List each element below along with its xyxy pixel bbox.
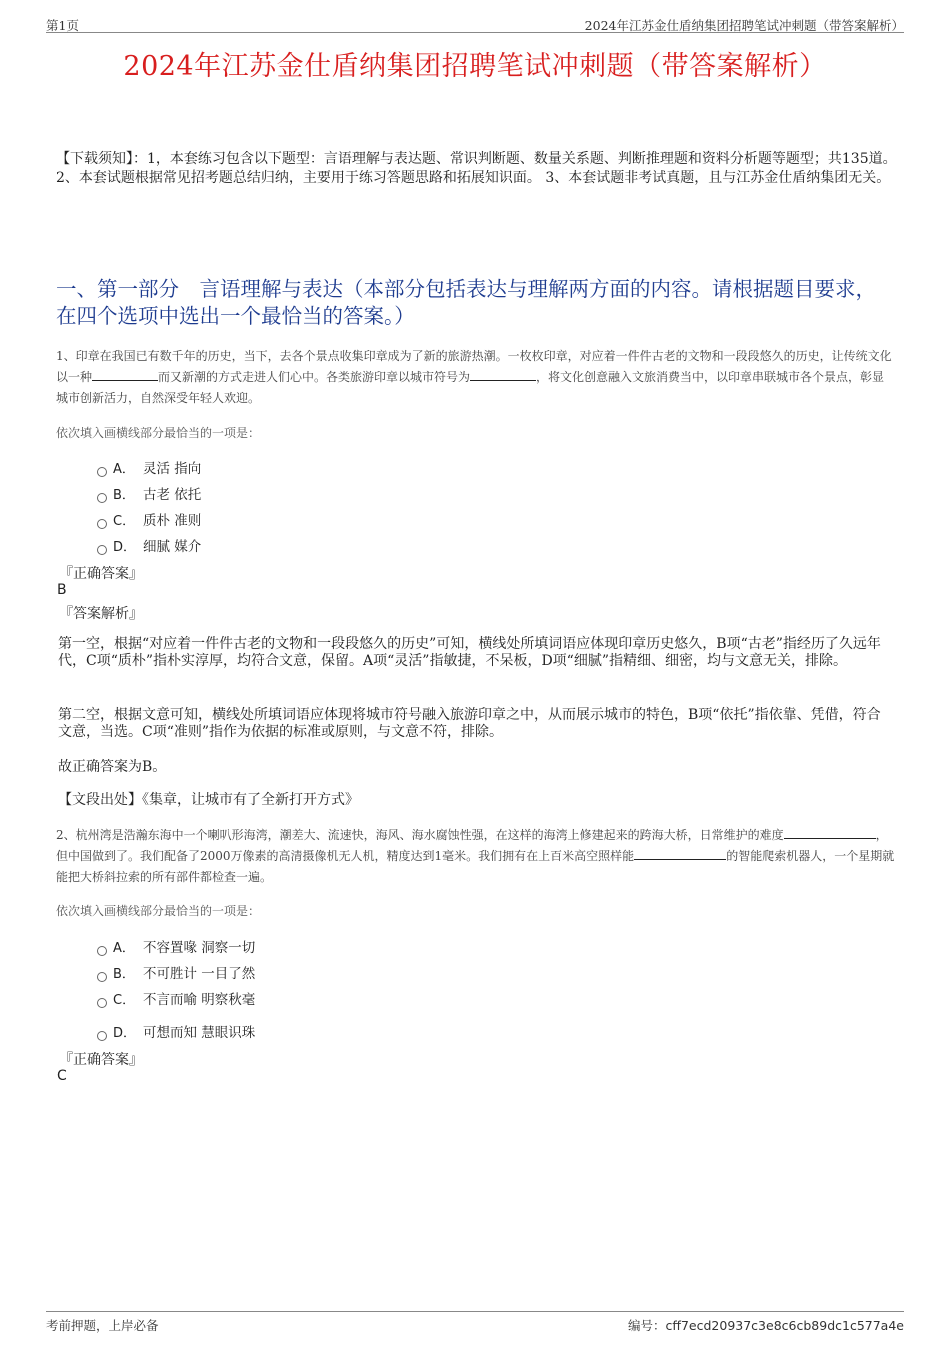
fill-blank: [92, 368, 158, 381]
footer-slogan: 考前押题，上岸必备: [46, 1318, 159, 1333]
question-2-prompt: 依次填入画横线部分最恰当的一项是：: [56, 904, 261, 918]
question-2-option-b[interactable]: B． 不可胜计 一目了然: [97, 962, 255, 982]
fill-blank: [634, 847, 726, 860]
question-2-stem: 2、杭州湾是浩瀚东海中一个喇叭形海湾，潮差大、流速快，海风、海水腐蚀性强，在这样的海湾上修建起来的跨海大桥，日常维护的难度 ，但中国做到了。我们配备了2000万像素的高清摄像机无人机，精度达到1毫米。我们拥有在上百米高空照样能 的智能爬索机器人，一个星期就能把大桥斜拉索的所有部件都检查一遍。: [56, 828, 895, 884]
download-notice: 【下载须知】：1，本套练习包含以下题型：言语理解与表达题、常识判断题、数量关系题、判断推理题和资料分析题等题型；共135道。 2、本套试题根据常见招考题总结归纳，主要用于练习答题思路和拓展知识面。 3、本套试题非考试真题，且与江苏金仕盾纳集团无关。: [56, 151, 897, 186]
radio-icon[interactable]: [97, 998, 107, 1008]
question-1-stem: 1、印章在我国已有数千年的历史，当下，去各个景点收集印章成为了新的旅游热潮。一枚枚印章，对应着一件件古老的文物和一段段悠久的历史，让传统文化以一种 而又新潮的方式走进人们心中。各类旅游印章以城市符号为 ，将文化创意融入文旅消费当中，以印章串联城市各个景点，彰显城市创新活力，自然深受年轻人欢迎。: [56, 349, 892, 405]
source-citation: 【文段出处】《集章，让城市有了全新打开方式》: [58, 792, 359, 808]
radio-icon[interactable]: [97, 972, 107, 982]
page-number: 第1页: [46, 18, 79, 33]
fill-blank: [470, 368, 536, 381]
radio-icon[interactable]: [97, 519, 107, 529]
question-2-option-a[interactable]: A． 不容置喙 洞察一切: [97, 936, 255, 956]
radio-icon[interactable]: [97, 545, 107, 555]
answer-label: 『正确答案』: [59, 566, 143, 582]
question-2-option-c[interactable]: C． 不言而喻 明察秋毫: [97, 988, 255, 1008]
radio-icon[interactable]: [97, 1031, 107, 1041]
correct-answer: C: [57, 1068, 67, 1084]
document-title: 2024年江苏金仕盾纳集团招聘笔试冲刺题（带答案解析）: [123, 51, 827, 82]
radio-icon[interactable]: [97, 946, 107, 956]
analysis-paragraph-1: 第一空，根据“对应着一件件古老的文物和一段段悠久的历史”可知，横线处所填词语应体现印章历史悠久，B项“古老”指经历了久远年代，C项“质朴”指朴实淳厚，均符合文意，保留。A项“灵活”指敏捷，不呆板，D项“细腻”指精细、细密，均与文意无关，排除。: [58, 636, 881, 669]
analysis-label: 『答案解析』: [59, 606, 143, 622]
question-1-option-d[interactable]: D． 细腻 媒介: [97, 535, 201, 555]
header-doc-title: 2024年江苏金仕盾纳集团招聘笔试冲刺题（带答案解析）: [584, 18, 904, 33]
document-code: 编号：cff7ecd20937c3e8c6cb89dc1c577a4e: [627, 1318, 904, 1333]
fill-blank: [784, 826, 876, 839]
answer-label: 『正确答案』: [59, 1052, 143, 1068]
question-1-option-a[interactable]: A． 灵活 指向: [97, 457, 201, 477]
correct-answer: B: [57, 582, 67, 598]
radio-icon[interactable]: [97, 493, 107, 503]
question-1-option-c[interactable]: C． 质朴 准则: [97, 509, 201, 529]
question-1-prompt: 依次填入画横线部分最恰当的一项是：: [56, 426, 261, 440]
page-header: [46, 14, 904, 33]
question-2-option-d[interactable]: D． 可想而知 慧眼识珠: [97, 1021, 255, 1041]
analysis-conclusion: 故正确答案为B。: [58, 759, 167, 775]
question-1-option-b[interactable]: B． 古老 依托: [97, 483, 201, 503]
page-footer: [46, 1311, 904, 1336]
section-heading: 一、第一部分 言语理解与表达（本部分包括表达与理解两方面的内容。请根据题目要求，在四个选项中选出一个最恰当的答案。）: [56, 277, 876, 328]
analysis-paragraph-2: 第二空，根据文意可知，横线处所填词语应体现将城市符号融入旅游印章之中，从而展示城市的特色，B项“依托”指依靠、凭借，符合文意，当选。C项“准则”指作为依据的标准或原则，与文意不符，排除。: [58, 707, 881, 740]
radio-icon[interactable]: [97, 467, 107, 477]
